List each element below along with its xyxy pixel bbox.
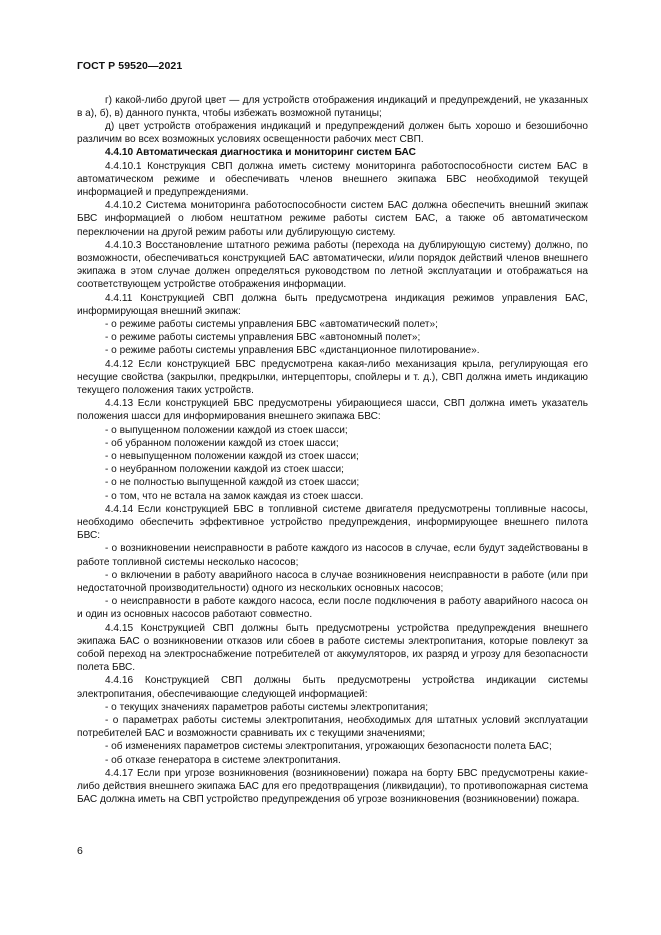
page-number: 6 <box>77 845 83 857</box>
paragraph: 4.4.10.3 Восстановление штатного режима работы (перехода на дублирующую систему) должно, по возможности, обеспечиваться конструкцией БАС автоматически, и/или порядок действий членов внешнего экипажа в этом случае должен определяться руководством по летной эксплуатации и отображаться на соответствующем устройстве отображения информации. <box>77 239 588 291</box>
paragraph: 4.4.16 Конструкцией СВП должны быть предусмотрены устройства индикации системы электропитания, обеспечивающие следующей информацией: <box>77 675 588 700</box>
paragraph: 4.4.10.1 Конструкция СВП должна иметь систему мониторинга работоспособности систем БАС в автоматическом режиме и обеспечивать членов внешнего экипажа БВС необходимой текущей информацией и предупреждениями. <box>77 160 588 198</box>
list-item: - о текущих значениях параметров работы системы электропитания; <box>105 701 429 713</box>
section-heading: 4.4.10 Автоматическая диагностика и мониторинг систем БАС <box>105 147 416 159</box>
paragraph: 4.4.10.2 Система мониторинга работоспособности систем БАС должна обеспечить внешний экипаж БВС информацией о любом нештатном режиме работы систем БАС, а также об автоматическом переключении на другой режим работы или дублирующую систему. <box>77 200 588 238</box>
paragraph: 4.4.11 Конструкцией СВП должна быть предусмотрена индикация режимов управления БАС, информирующая внешний экипаж: <box>77 292 588 317</box>
list-item: - о том, что не встала на замок каждая из стоек шасси. <box>105 490 364 502</box>
list-item: - об отказе генератора в системе электропитания. <box>105 754 341 766</box>
list-item: - о выпущенном положении каждой из стоек шасси; <box>105 424 348 436</box>
paragraph: 4.4.13 Если конструкцией БВС предусмотрены убирающиеся шасси, СВП должна иметь указатель положения шасси для информирования внешнего экипажа БВС: <box>77 398 588 423</box>
document-body <box>77 94 588 807</box>
list-item: - о невыпущенном положении каждой из стоек шасси; <box>105 450 359 462</box>
list-item: - о включении в работу аварийного насоса в случае возникновения неисправности в работе (или при недостаточной производительности) одного из нескольких основных насосов; <box>77 569 588 595</box>
list-item: - о не полностью выпущенной каждой из стоек шасси; <box>105 477 360 489</box>
paragraph: 4.4.12 Если конструкцией БВС предусмотрена какая-либо механизация крыла, регулирующая его несущие свойства (закрылки, предкрылки, интерцепторы, спойлеры и т. д.), СВП должна иметь индикацию текущего положения таких устройств. <box>77 358 588 396</box>
document-header: ГОСТ Р 59520—2021 <box>77 60 183 72</box>
list-item: - об убранном положении каждой из стоек шасси; <box>105 437 339 449</box>
paragraph: 4.4.14 Если конструкцией БВС в топливной системе двигателя предусмотрены топливные насосы, необходимо обеспечить эффективное устройство предупреждения, информирующее внешнего пилота БВС: <box>77 503 588 542</box>
list-item: - о режиме работы системы управления БВС «автоматический полет»; <box>105 318 438 330</box>
list-item: - о режиме работы системы управления БВС «дистанционное пилотирование». <box>105 345 480 357</box>
list-item: - о возникновении неисправности в работе каждого из насосов в случае, если будут задействованы в работе топливной системы несколько насосов; <box>77 543 588 568</box>
list-item: д) цвет устройств отображения индикаций и предупреждений должен быть хорошо и безошибочно различим во всех возможных условиях освещенности рабочих мест СВП. <box>77 120 588 146</box>
list-item: - о параметрах работы системы электропитания, необходимых для штатных условий эксплуатации потребителей БАС и возможности сравнивать их с текущими значениями; <box>77 715 588 740</box>
paragraph: 4.4.15 Конструкцией СВП должны быть предусмотрены устройства предупреждения внешнего экипажа БАС о возникновении отказов или сбоев в работе системы электропитания, которые повлекут за собой переход на электроснабжение потребителей от аккумуляторов, их разряд и угрозу для безопасности полета БВС. <box>77 622 588 674</box>
paragraph: 4.4.17 Если при угрозе возникновения (возникновении) пожара на борту БВС предусмотрены какие-либо действия внешнего экипажа БАС для его предотвращения (ликвидации), то противопожарная система БАС должна иметь на СВП устройство предупреждения об угрозе возникновения (возникновении) пожара. <box>77 767 588 806</box>
list-item: - о режиме работы системы управления БВС «автономный полет»; <box>105 332 421 344</box>
list-item: г) какой-либо другой цвет — для устройств отображения индикаций и предупреждений, не указанных в а), б), в) данного пункта, чтобы избежать возможной путаницы; <box>77 94 588 119</box>
list-item: - об изменениях параметров системы электропитания, угрожающих безопасности полета БАС; <box>105 741 552 753</box>
list-item: - о неубранном положении каждой из стоек шасси; <box>105 464 344 476</box>
list-item: - о неисправности в работе каждого насоса, если после подключения в работу аварийного насоса он и один из основных насосов работают совместно. <box>77 596 588 621</box>
